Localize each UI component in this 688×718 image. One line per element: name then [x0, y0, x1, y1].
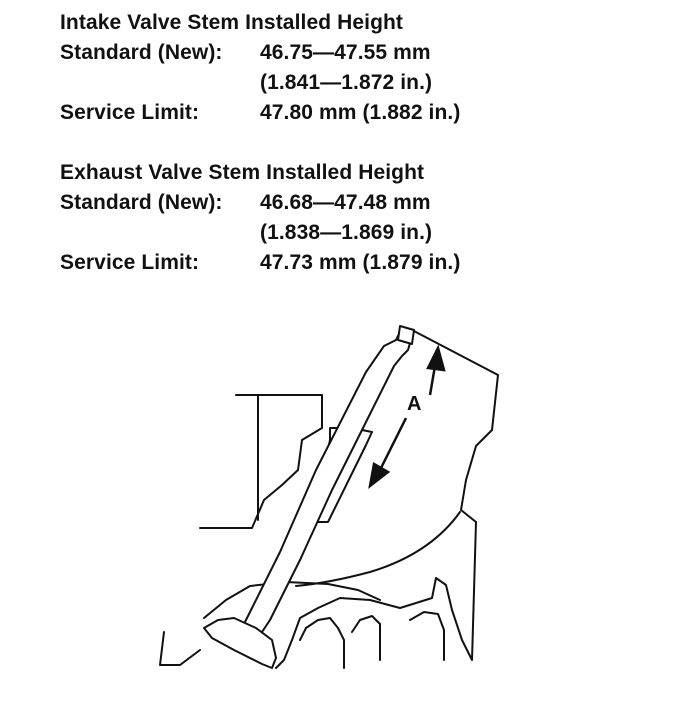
- lower-recess-right: [352, 616, 380, 660]
- exhaust-title: Exhaust Valve Stem Installed Height: [60, 161, 425, 184]
- dimension-arrow-upper-head: [428, 348, 444, 370]
- lower-recess: [300, 618, 344, 668]
- dimension-arrow-lower-line: [380, 418, 406, 470]
- valve-stem: [244, 332, 412, 632]
- dimension-arrow-lower-head: [370, 464, 388, 486]
- exhaust-standard-label: Standard (New):: [60, 191, 223, 214]
- intake-standard-label: Standard (New):: [60, 41, 223, 64]
- exhaust-standard-mm: 46.68—47.48 mm: [260, 191, 431, 214]
- dimension-label: A: [407, 393, 422, 415]
- intake-title: Intake Valve Stem Installed Height: [60, 11, 404, 34]
- valve-keeper: [398, 326, 414, 344]
- exhaust-service-value: 47.73 mm (1.879 in.): [260, 251, 461, 274]
- intake-service-value: 47.80 mm (1.882 in.): [260, 101, 461, 124]
- intake-standard-in: (1.841—1.872 in.): [260, 71, 433, 94]
- water-jacket: [410, 612, 444, 660]
- port-bottom: [160, 632, 200, 665]
- intake-standard-mm: 46.75—47.55 mm: [260, 41, 431, 64]
- intake-service-label: Service Limit:: [60, 101, 200, 124]
- port-right-curve: [296, 512, 460, 586]
- port-floor: [204, 582, 380, 618]
- exhaust-standard-in: (1.838—1.869 in.): [260, 221, 433, 244]
- exhaust-service-label: Service Limit:: [60, 251, 200, 274]
